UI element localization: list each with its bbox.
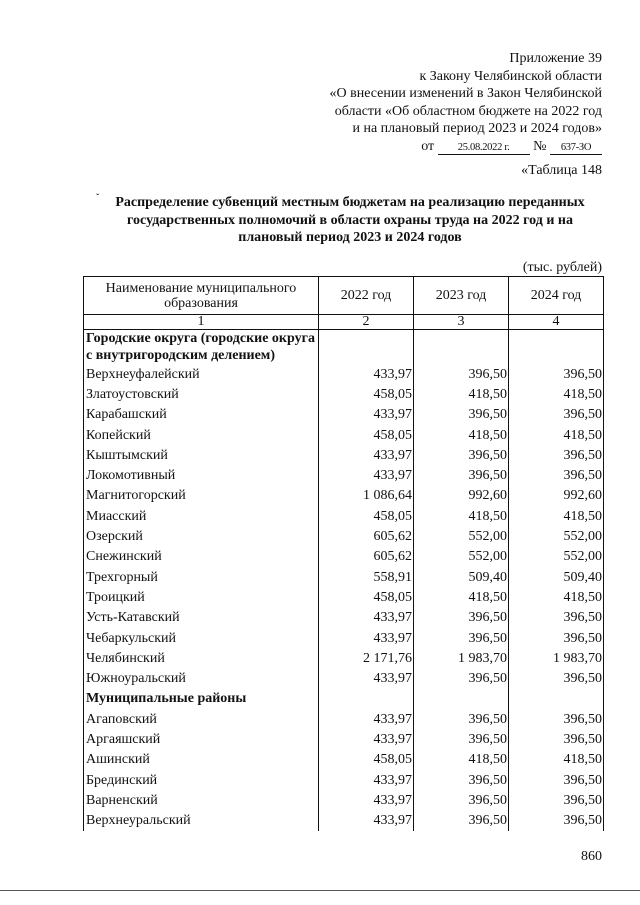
municipality-name: Копейский xyxy=(84,425,319,445)
amount-2023: 552,00 xyxy=(414,547,509,567)
law-date-number-line xyxy=(330,138,603,156)
amount-2023: 396,50 xyxy=(414,790,509,810)
amount-2023: 396,50 xyxy=(414,729,509,749)
page-number: 860 xyxy=(581,849,602,864)
from-label: от xyxy=(421,138,435,154)
amount-2024: 396,50 xyxy=(509,790,604,810)
table-row xyxy=(84,526,604,546)
table-row xyxy=(84,608,604,628)
appendix-law-title-1: «О внесении изменений в Закон Челябинской xyxy=(329,86,602,101)
table-row xyxy=(84,770,604,790)
amount-2023: 396,50 xyxy=(414,709,509,729)
appendix-law-ref: к Закону Челябинской области xyxy=(419,68,602,84)
amount-2024: 396,50 xyxy=(509,405,604,425)
table-row xyxy=(84,547,604,567)
table-row xyxy=(84,729,604,749)
table-body xyxy=(84,330,604,831)
amount-2022: 433,97 xyxy=(319,668,414,688)
table-row xyxy=(84,405,604,425)
amount-2024: 418,50 xyxy=(509,384,604,404)
table-row xyxy=(84,587,604,607)
table-row xyxy=(84,425,604,445)
amount-2022: 458,05 xyxy=(319,506,414,526)
amount-2023: 396,50 xyxy=(414,608,509,628)
amount-2024: 418,50 xyxy=(509,587,604,607)
municipality-name: Челябинский xyxy=(84,648,319,668)
table-row xyxy=(84,648,604,668)
header-municipality: Наименование муниципального образования xyxy=(84,277,319,315)
amount-2023: 396,50 xyxy=(414,811,509,831)
law-number: 637-ЗО xyxy=(550,141,602,155)
subsidy-table xyxy=(83,276,604,831)
table-row xyxy=(84,567,604,587)
amount-2022: 433,97 xyxy=(319,770,414,790)
amount-2024: 418,50 xyxy=(509,425,604,445)
municipality-name: Златоустовский xyxy=(84,384,319,404)
amount-2023: 418,50 xyxy=(414,750,509,770)
amount-2022: 433,97 xyxy=(319,709,414,729)
amount-2023: 509,40 xyxy=(414,567,509,587)
amount-2022: 458,05 xyxy=(319,384,414,404)
number-label: № xyxy=(533,138,547,154)
amount-2023: 418,50 xyxy=(414,587,509,607)
law-date: 25.08.2022 г. xyxy=(438,141,530,155)
amount-2022: 433,97 xyxy=(319,405,414,425)
table-row xyxy=(84,445,604,465)
table-row xyxy=(84,628,604,648)
municipality-name: Брединский xyxy=(84,770,319,790)
amount-2023: 396,50 xyxy=(414,465,509,485)
units-label: (тыс. рублей) xyxy=(522,260,602,275)
header-2023: 2023 год xyxy=(414,277,509,315)
municipality-name: Усть-Катавский xyxy=(84,608,319,628)
municipality-name: Ашинский xyxy=(84,750,319,770)
table-row xyxy=(84,506,604,526)
amount-2022: 458,05 xyxy=(319,425,414,445)
amount-2023: 396,50 xyxy=(414,628,509,648)
empty-cell xyxy=(414,689,509,709)
municipality-name: Трехгорный xyxy=(84,567,319,587)
section-row xyxy=(84,689,604,709)
amount-2022: 433,97 xyxy=(319,729,414,749)
table-row xyxy=(84,364,604,384)
municipality-name: Кыштымский xyxy=(84,445,319,465)
municipality-name: Верхнеуфалейский xyxy=(84,364,319,384)
amount-2024: 396,50 xyxy=(509,811,604,831)
amount-2022: 433,97 xyxy=(319,445,414,465)
appendix-number: Приложение 39 xyxy=(509,51,602,66)
municipality-name: Троицкий xyxy=(84,587,319,607)
municipality-name: Озерский xyxy=(84,526,319,546)
municipality-name: Агаповский xyxy=(84,709,319,729)
amount-2024: 1 983,70 xyxy=(509,648,604,668)
table-header-row xyxy=(84,277,604,315)
column-number: 4 xyxy=(509,315,604,330)
table-row xyxy=(84,465,604,485)
section-title: Муниципальные районы xyxy=(84,689,319,709)
amount-2023: 992,60 xyxy=(414,486,509,506)
municipality-name: Чебаркульский xyxy=(84,628,319,648)
amount-2024: 552,00 xyxy=(509,547,604,567)
amount-2024: 418,50 xyxy=(509,750,604,770)
amount-2022: 458,05 xyxy=(319,750,414,770)
municipality-name: Варненский xyxy=(84,790,319,810)
header-2022: 2022 год xyxy=(319,277,414,315)
amount-2024: 992,60 xyxy=(509,486,604,506)
amount-2022: 433,97 xyxy=(319,608,414,628)
amount-2024: 396,50 xyxy=(509,729,604,749)
empty-cell xyxy=(319,330,414,365)
municipality-name: Аргаяшский xyxy=(84,729,319,749)
amount-2024: 418,50 xyxy=(509,506,604,526)
appendix-law-title-3: и на плановый период 2023 и 2024 годов» xyxy=(352,121,602,136)
document-title: Распределение субвенций местным бюджетам на реализацию переданных государственных полномочий в области охраны труда на 2022 год и на плановый период 2023 и 2024 годов xyxy=(115,195,585,245)
amount-2022: 558,91 xyxy=(319,567,414,587)
table-row xyxy=(84,790,604,810)
amount-2022: 433,97 xyxy=(319,790,414,810)
amount-2023: 396,50 xyxy=(414,364,509,384)
appendix-header xyxy=(330,50,603,155)
table-row xyxy=(84,384,604,404)
amount-2024: 396,50 xyxy=(509,465,604,485)
section-row xyxy=(84,330,604,365)
amount-2024: 396,50 xyxy=(509,445,604,465)
amount-2024: 396,50 xyxy=(509,364,604,384)
amount-2024: 396,50 xyxy=(509,770,604,790)
empty-cell xyxy=(414,330,509,365)
amount-2023: 418,50 xyxy=(414,425,509,445)
amount-2023: 552,00 xyxy=(414,526,509,546)
amount-2023: 396,50 xyxy=(414,668,509,688)
amount-2022: 433,97 xyxy=(319,364,414,384)
municipality-name: Верхнеуральский xyxy=(84,811,319,831)
empty-cell xyxy=(319,689,414,709)
amount-2024: 509,40 xyxy=(509,567,604,587)
table-row xyxy=(84,750,604,770)
amount-2024: 552,00 xyxy=(509,526,604,546)
amount-2023: 1 983,70 xyxy=(414,648,509,668)
empty-cell xyxy=(509,689,604,709)
amount-2023: 418,50 xyxy=(414,384,509,404)
margin-mark: ˇ xyxy=(96,193,100,204)
table-row xyxy=(84,811,604,831)
municipality-name: Снежинский xyxy=(84,547,319,567)
empty-cell xyxy=(509,330,604,365)
amount-2023: 396,50 xyxy=(414,445,509,465)
header-2024: 2024 год xyxy=(509,277,604,315)
table-row xyxy=(84,486,604,506)
municipality-name: Южноуральский xyxy=(84,668,319,688)
column-number: 3 xyxy=(414,315,509,330)
amount-2022: 458,05 xyxy=(319,587,414,607)
amount-2022: 2 171,76 xyxy=(319,648,414,668)
municipality-name: Миасский xyxy=(84,506,319,526)
municipality-name: Магнитогорский xyxy=(84,486,319,506)
column-number: 1 xyxy=(84,315,319,330)
amount-2022: 605,62 xyxy=(319,547,414,567)
amount-2022: 433,97 xyxy=(319,465,414,485)
amount-2023: 418,50 xyxy=(414,506,509,526)
section-title: Городские округа (городские округа с внутригородским делением) xyxy=(84,330,319,365)
amount-2023: 396,50 xyxy=(414,405,509,425)
amount-2024: 396,50 xyxy=(509,668,604,688)
amount-2022: 1 086,64 xyxy=(319,486,414,506)
table-number: «Таблица 148 xyxy=(521,163,602,178)
amount-2024: 396,50 xyxy=(509,628,604,648)
amount-2022: 433,97 xyxy=(319,628,414,648)
amount-2022: 433,97 xyxy=(319,811,414,831)
municipality-name: Локомотивный xyxy=(84,465,319,485)
municipality-name: Карабашский xyxy=(84,405,319,425)
amount-2024: 396,50 xyxy=(509,709,604,729)
footer-rule xyxy=(0,890,640,891)
amount-2023: 396,50 xyxy=(414,770,509,790)
amount-2022: 605,62 xyxy=(319,526,414,546)
column-number: 2 xyxy=(319,315,414,330)
table-row xyxy=(84,668,604,688)
table-row xyxy=(84,709,604,729)
appendix-law-title-2: области «Об областном бюджете на 2022 год xyxy=(334,103,602,119)
column-number-row xyxy=(84,315,604,330)
amount-2024: 396,50 xyxy=(509,608,604,628)
